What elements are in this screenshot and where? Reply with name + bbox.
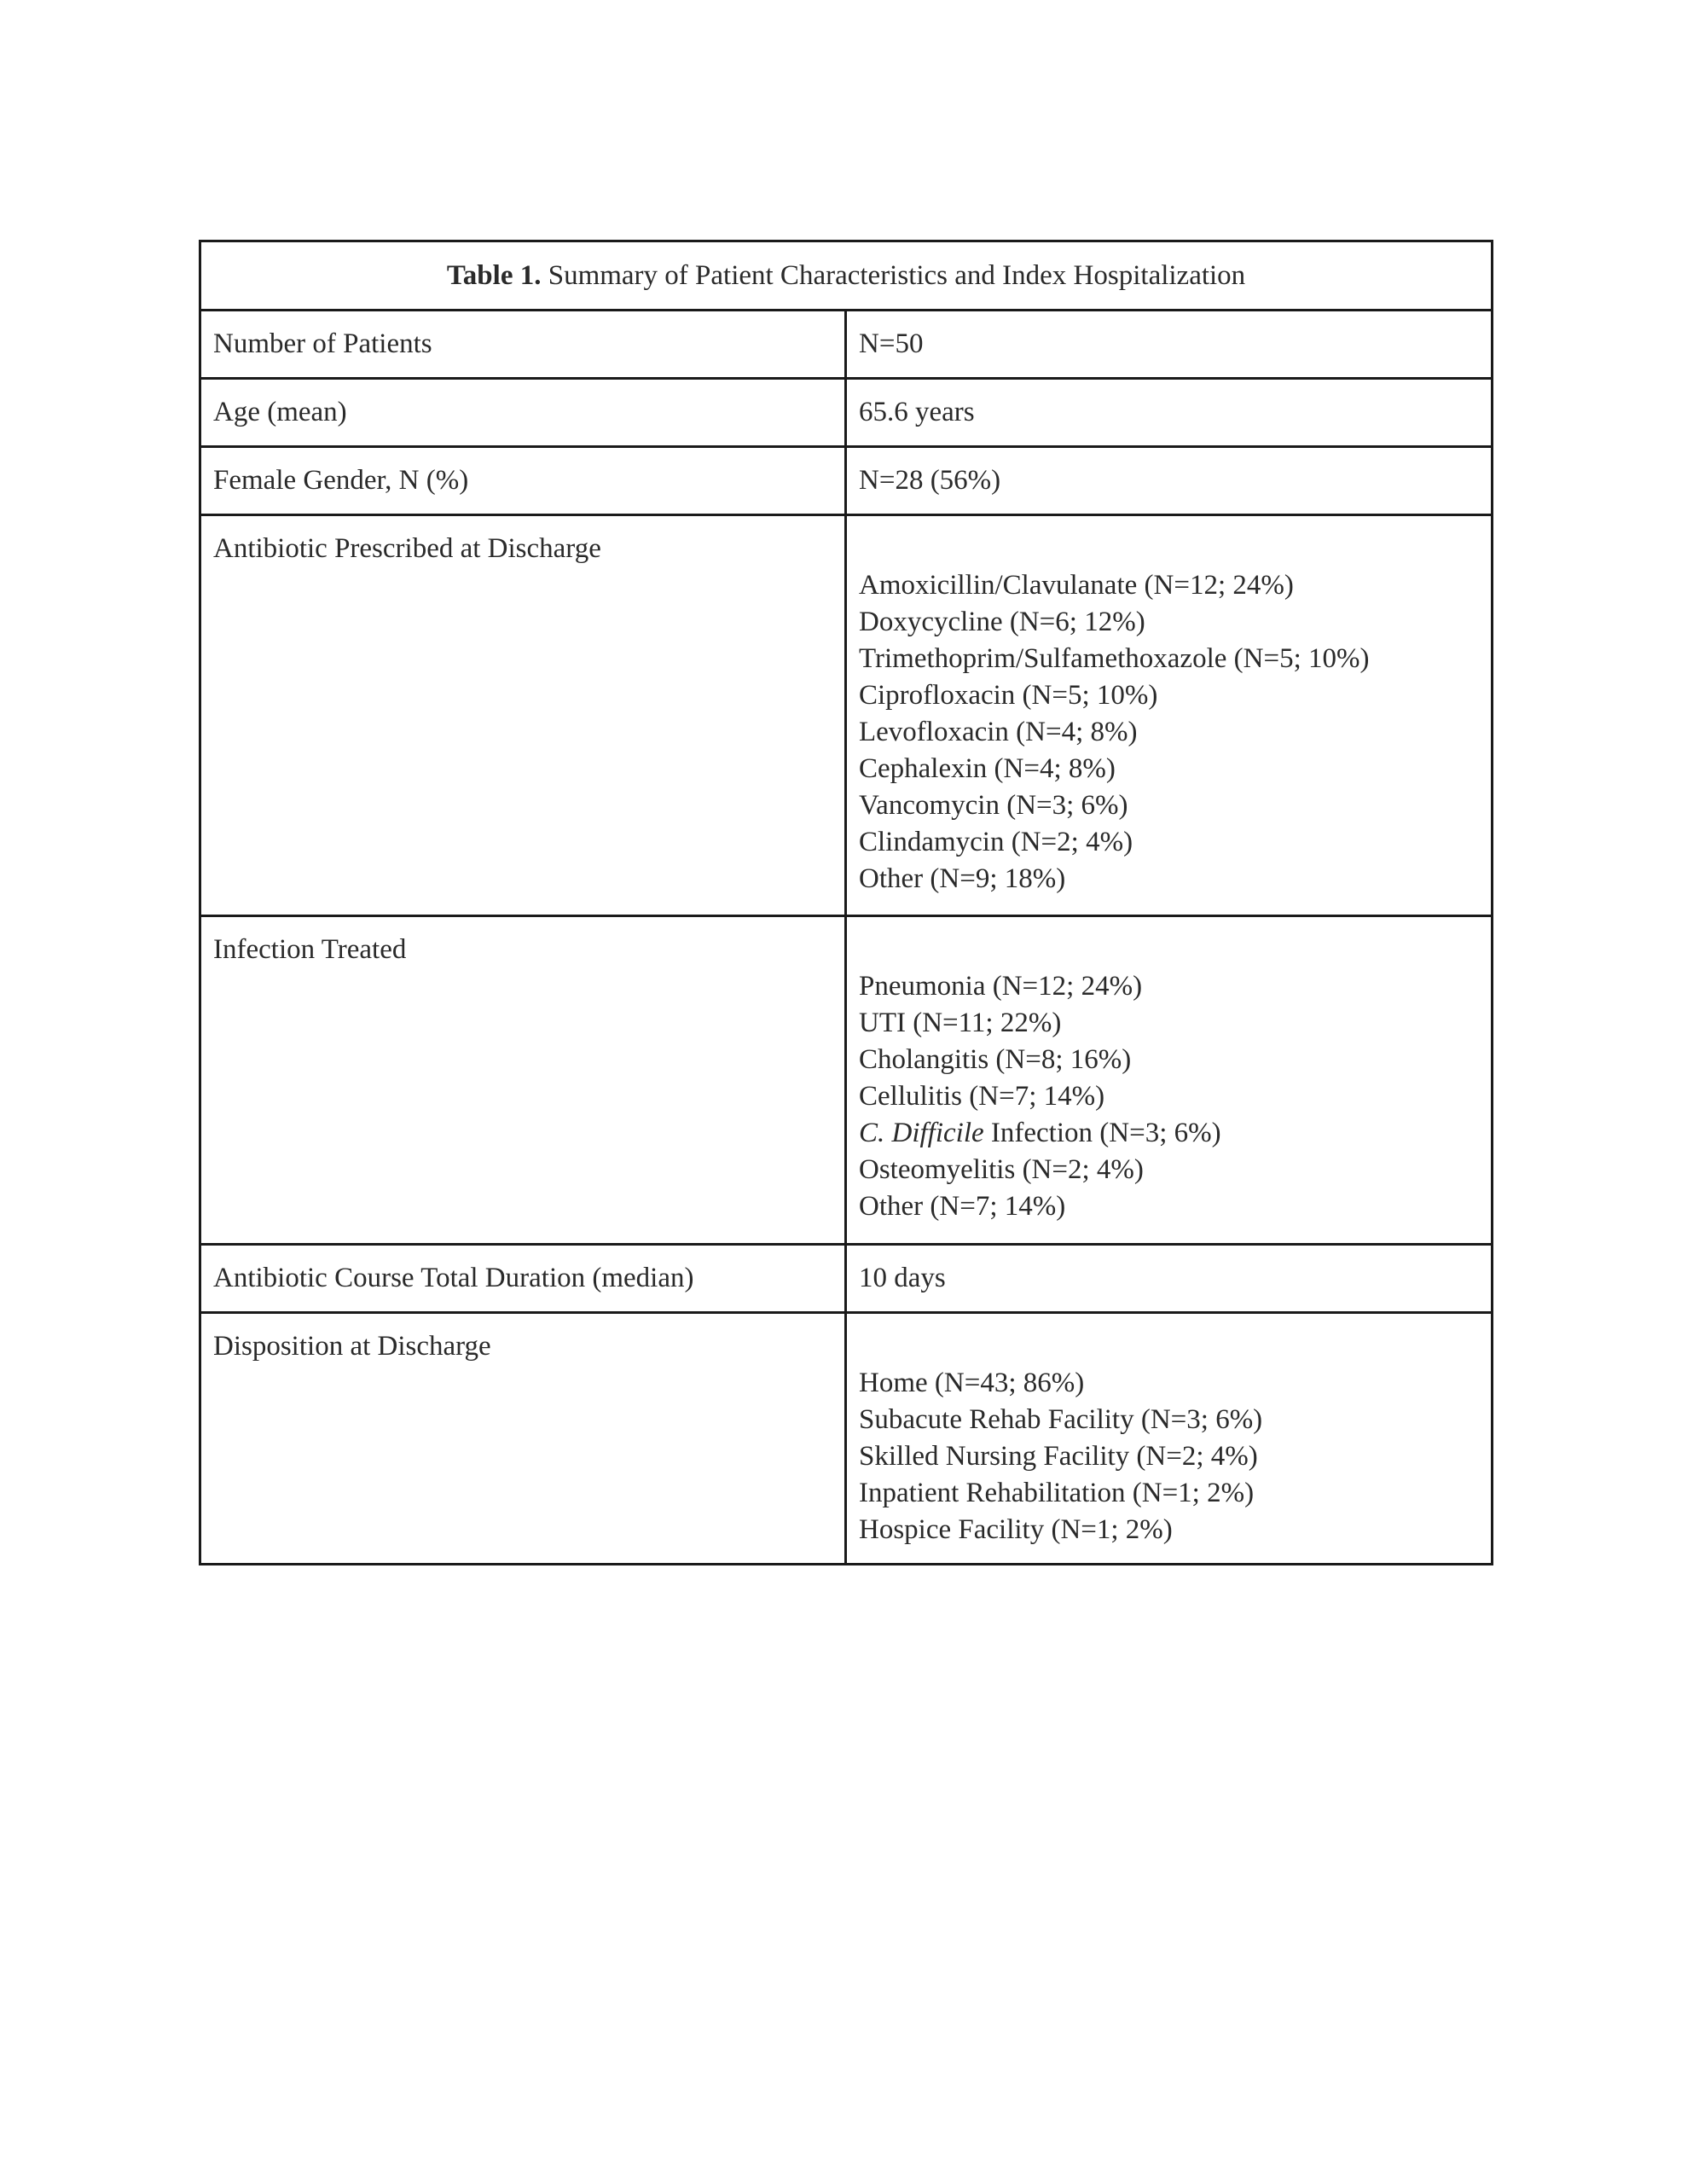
list-item: Hospice Facility (N=1; 2%) <box>859 1514 1173 1545</box>
disposition-row <box>200 1313 1493 1565</box>
cdiff-organism-name: C. Difficile <box>859 1118 984 1148</box>
list-item: Cephalexin (N=4; 8%) <box>859 753 1116 784</box>
row-label-cell <box>200 515 846 916</box>
table-title-row <box>200 241 1493 311</box>
antibiotic-list-cell <box>846 515 1493 916</box>
row-value-cell <box>846 1245 1493 1313</box>
row-label-cell <box>200 311 846 379</box>
row-value: N=50 <box>859 328 924 359</box>
list-item: Skilled Nursing Facility (N=2; 4%) <box>859 1441 1258 1472</box>
list-item: Cellulitis (N=7; 14%) <box>859 1081 1105 1112</box>
row-value-cell <box>846 379 1493 447</box>
list-item: Osteomyelitis (N=2; 4%) <box>859 1154 1144 1185</box>
list-item: Home (N=43; 86%) <box>859 1368 1085 1398</box>
list-item: Other (N=7; 14%) <box>859 1191 1066 1222</box>
list-item: Clindamycin (N=2; 4%) <box>859 827 1133 857</box>
table-row <box>200 311 1493 379</box>
infection-row <box>200 916 1493 1245</box>
row-label-cell <box>200 1245 846 1313</box>
patient-characteristics-table <box>199 240 1493 1565</box>
duration-row <box>200 1245 1493 1313</box>
antibiotic-row <box>200 515 1493 916</box>
antibiotic-list <box>847 516 1491 909</box>
row-label: Infection Treated <box>213 934 407 965</box>
disposition-list <box>847 1314 1491 1560</box>
table-number: Table 1. <box>446 259 542 291</box>
table-title <box>200 241 1493 311</box>
list-item: Inpatient Rehabilitation (N=1; 2%) <box>859 1478 1255 1508</box>
row-value: 10 days <box>859 1263 946 1293</box>
table-row <box>200 379 1493 447</box>
list-item-cdiff <box>859 1115 1491 1152</box>
disposition-list-cell <box>846 1313 1493 1565</box>
infection-list <box>847 917 1491 1237</box>
list-item: Amoxicillin/Clavulanate (N=12; 24%) <box>859 570 1294 601</box>
row-label: Age (mean) <box>213 397 347 427</box>
list-item: Levofloxacin (N=4; 8%) <box>859 717 1138 747</box>
list-item: Doxycycline (N=6; 12%) <box>859 607 1145 637</box>
list-item: Other (N=9; 18%) <box>859 863 1066 894</box>
list-item: UTI (N=11; 22%) <box>859 1008 1062 1038</box>
list-item: Vancomycin (N=3; 6%) <box>859 790 1128 821</box>
row-value-cell <box>846 447 1493 515</box>
table-row <box>200 447 1493 515</box>
row-value: 65.6 years <box>859 397 975 427</box>
list-item: Pneumonia (N=12; 24%) <box>859 971 1143 1002</box>
list-item: Ciprofloxacin (N=5; 10%) <box>859 680 1158 711</box>
row-label-cell <box>200 1313 846 1565</box>
table-caption: Summary of Patient Characteristics and Index Hospitalization <box>541 259 1246 291</box>
row-label: Number of Patients <box>213 328 432 359</box>
row-value-cell <box>846 311 1493 379</box>
row-label: Antibiotic Course Total Duration (median) <box>213 1263 694 1293</box>
row-label: Disposition at Discharge <box>213 1331 491 1362</box>
row-label-cell <box>200 379 846 447</box>
row-value: N=28 (56%) <box>859 465 1001 496</box>
row-label: Antibiotic Prescribed at Discharge <box>213 533 601 564</box>
cdiff-rest: Infection (N=3; 6%) <box>983 1118 1221 1148</box>
row-label: Female Gender, N (%) <box>213 465 469 496</box>
list-item: Trimethoprim/Sulfamethoxazole (N=5; 10%) <box>859 643 1370 674</box>
row-label-cell <box>200 447 846 515</box>
row-label-cell <box>200 916 846 1245</box>
infection-list-cell <box>846 916 1493 1245</box>
list-item: Subacute Rehab Facility (N=3; 6%) <box>859 1404 1263 1435</box>
list-item: Cholangitis (N=8; 16%) <box>859 1044 1132 1075</box>
